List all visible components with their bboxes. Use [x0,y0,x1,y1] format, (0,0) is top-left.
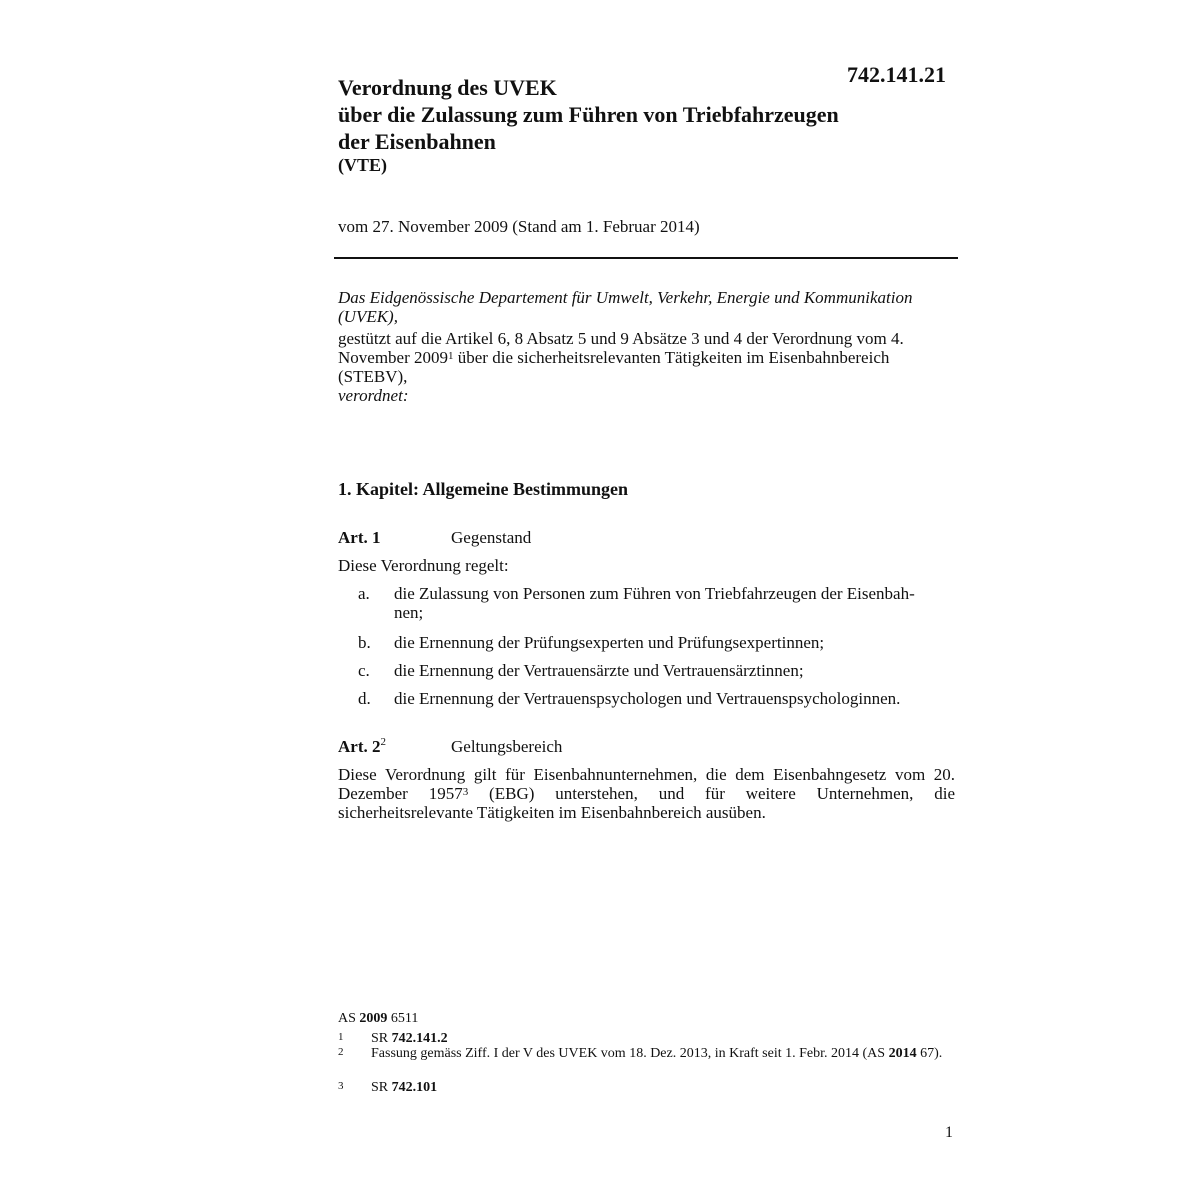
page-number: 1 [945,1124,953,1141]
footnote-text-prefix: SR [371,1031,392,1046]
list-item-text: die Ernennung der Vertrauenspsychologen und Vertrauenspsychologinnen. [394,689,901,708]
footnote-text-suffix: 67). [916,1046,943,1061]
document-title [338,74,839,155]
article-2-number [338,737,386,757]
article-1-number: Art. 1 [338,528,381,547]
preamble-authority: Das Eidgenössische Departement für Umwelt, Verkehr, Energie und Kommunikation (UVEK), [338,288,913,326]
footnote-ref-3[interactable]: 3 [462,786,469,798]
footnote-text-prefix: Fassung gemäss Ziff. I der V des UVEK vom 18. Dez. 2013, in Kraft seit 1. Febr. 2014 (AS [371,1046,889,1061]
footnote-text-bold: 742.141.2 [391,1031,448,1046]
as-page: 6511 [387,1011,419,1026]
article-2-text-part-1: Diese Verordnung gilt für Eisenbahnunternehmen, die dem Eisenbahngesetz vom 20. Dezember 1957 [338,765,955,803]
list-item-letter: d. [358,689,371,708]
article-2-text-part-2: (EBG) unterstehen, und für weitere Unternehmen, die sicherheitsrelevante Tätigkeiten im Eisenbahnbereich ausüben. [338,784,955,822]
sr-number: 742.141.21 [847,62,946,87]
preamble-ordains: verordnet: [338,386,409,405]
header-rule [334,257,958,259]
list-item-letter: a. [358,584,370,603]
footnote-text-bold: 2014 [888,1046,917,1061]
as-year: 2009 [359,1011,388,1026]
preamble-basis-text: gestützt auf die Artikel 6, 8 Absatz 5 und 9 Absätze 3 und 4 der Verordnung vom 4. November 2009 [338,329,904,367]
footnote-number: 2 [338,1046,344,1058]
footnote-text [371,1032,961,1046]
abbreviation: (VTE) [338,155,387,175]
footnote-text-prefix: SR [371,1080,392,1095]
footnote-text-bold: 742.101 [391,1080,438,1095]
article-2-heading [338,737,958,757]
article-1-title: Gegenstand [451,528,532,547]
list-item [338,633,958,653]
preamble [338,288,956,405]
title-line-1: Verordnung des UVEK [338,75,557,100]
list-item-letter: c. [358,661,370,680]
list-item [338,584,958,624]
list-item-text: die Ernennung der Vertrauensärzte und Vertrauensärztinnen; [394,661,804,680]
title-line-2: über die Zulassung zum Führen von Triebfahrzeugen [338,102,839,127]
list-item-letter: b. [358,633,371,652]
as-prefix: AS [338,1011,360,1026]
footnote-ref-1[interactable]: 1 [448,350,454,362]
footnote-text [371,1047,961,1061]
article-2-number-text: Art. 2 [338,737,381,756]
list-item [338,689,958,709]
article-1-intro: Diese Verordnung regelt: [338,556,509,575]
footnote-text [371,1081,961,1095]
footnote-number: 3 [338,1080,344,1092]
preamble-basis-text-2: über die sicherheitsrelevanten Tätigkeiten im Eisenbahnbereich (STEBV), [338,348,890,386]
footnote-ref-2[interactable]: 2 [380,736,386,748]
footnote-number: 1 [338,1031,344,1043]
list-item [338,661,958,681]
as-reference [338,1012,418,1026]
article-2-text [338,765,955,822]
article-2-title: Geltungsbereich [451,737,563,756]
chapter-heading: 1. Kapitel: Allgemeine Bestimmungen [338,479,628,499]
list-item-text: die Ernennung der Prüfungsexperten und Prüfungsexpertinnen; [394,633,825,652]
article-1-heading [338,528,958,548]
title-line-3: der Eisenbahnen [338,129,496,154]
list-item-text: die Zulassung von Personen zum Führen von Triebfahrzeugen der Eisenbah- nen; [394,584,915,622]
date-line: vom 27. November 2009 (Stand am 1. Februar 2014) [338,217,700,236]
preamble-basis [338,329,956,386]
